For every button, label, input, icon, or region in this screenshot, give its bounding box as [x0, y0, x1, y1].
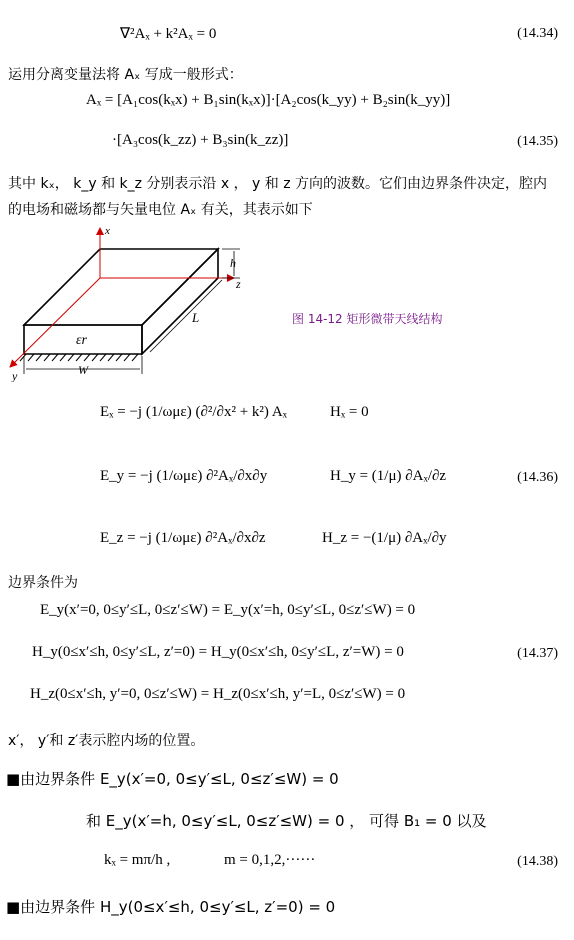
- substrate-box: [24, 249, 218, 354]
- axis-label-y: y: [12, 369, 18, 382]
- equation-14-37-line1: E_y(x′=0, 0≤y′≤L, 0≤z′≤W) = E_y(x′=h, 0≤y′≤L, 0≤z′≤W) = 0: [40, 602, 416, 618]
- equation-Ex: Eₓ = −j (1/ωμε) (∂²/∂x² + k²) Aₓ: [100, 404, 288, 420]
- dimension-label-L: L: [192, 310, 200, 325]
- axis-label-x: x: [105, 225, 110, 237]
- equation-number: (14.35): [517, 134, 558, 149]
- equation-14-35-line1: Aₓ = [A₁cos(kₓx) + B₁sin(kₓx)]·[A₂cos(k_yy) + B₂sin(k_yy)]: [86, 92, 451, 108]
- equation-number: (14.36): [517, 470, 558, 485]
- figure-caption: 图 14-12 矩形微带天线结构: [292, 312, 443, 326]
- bullet-condition-1-cont: 和 E_y(x′=h, 0≤y′≤L, 0≤z′≤W) = 0 ， 可得 B₁ = 0 以及: [86, 812, 487, 830]
- equation-14-35-line2: ·[A₃cos(k_zz) + B₃sin(k_zz)]: [112, 132, 289, 148]
- equation-14-37-line3: H_z(0≤x′≤h, y′=0, 0≤z′≤W) = H_z(0≤x′≤h, y′=L, 0≤z′≤W) = 0: [30, 686, 406, 702]
- dimension-label-h: h: [230, 256, 236, 270]
- position-note: x′， y′和 z′表示腔内场的位置。: [8, 733, 205, 749]
- equation-Ey: E_y = −j (1/ωμε) ∂²Aₓ/∂x∂y: [100, 468, 268, 484]
- paragraph-line: 的电场和磁场都与矢量电位 Aₓ 有关，其表示如下: [8, 202, 313, 218]
- axis-label-z: z: [236, 277, 241, 291]
- equation-14-34: ∇²Aₓ + k²Aₓ = 0: [120, 26, 217, 42]
- length-dimension: [150, 280, 222, 352]
- ground-plane-hatching: [20, 354, 142, 361]
- intro-text: 运用分离变量法将 Aₓ 写成一般形式：: [8, 67, 243, 83]
- paragraph-line: 其中 kₓ， k_y 和 k_z 分别表示沿 x ， y 和 z 方向的波数。它们由边界条件决定，腔内: [8, 176, 548, 192]
- equation-kx: kₓ = mπ/h ,: [104, 852, 171, 868]
- equation-number: (14.38): [517, 854, 558, 869]
- equation-Hx: Hₓ = 0: [330, 404, 369, 420]
- equation-number: (14.37): [517, 646, 558, 661]
- dimension-label-W: W: [78, 363, 88, 377]
- section-heading: 边界条件为: [8, 575, 78, 591]
- bullet-condition-1: ■由边界条件 E_y(x′=0, 0≤y′≤L, 0≤z′≤W) = 0: [6, 770, 339, 788]
- permittivity-label: εr: [76, 333, 87, 348]
- bullet-condition-2: ■由边界条件 H_y(0≤x′≤h, 0≤y′≤L, z′=0) = 0: [6, 898, 336, 916]
- equation-Hy: H_y = (1/μ) ∂Aₓ/∂z: [330, 468, 447, 484]
- equation-14-37-line2: H_y(0≤x′≤h, 0≤y′≤L, z′=0) = H_y(0≤x′≤h, 0≤y′≤L, z′=W) = 0: [32, 644, 404, 660]
- equation-Ez: E_z = −j (1/ωμε) ∂²Aₓ/∂x∂z: [100, 530, 266, 546]
- microstrip-antenna-figure: [4, 222, 294, 382]
- equation-number: (14.34): [517, 26, 558, 41]
- equation-m-range: m = 0,1,2,······: [224, 852, 316, 868]
- equation-Hz: H_z = −(1/μ) ∂Aₓ/∂y: [322, 530, 447, 546]
